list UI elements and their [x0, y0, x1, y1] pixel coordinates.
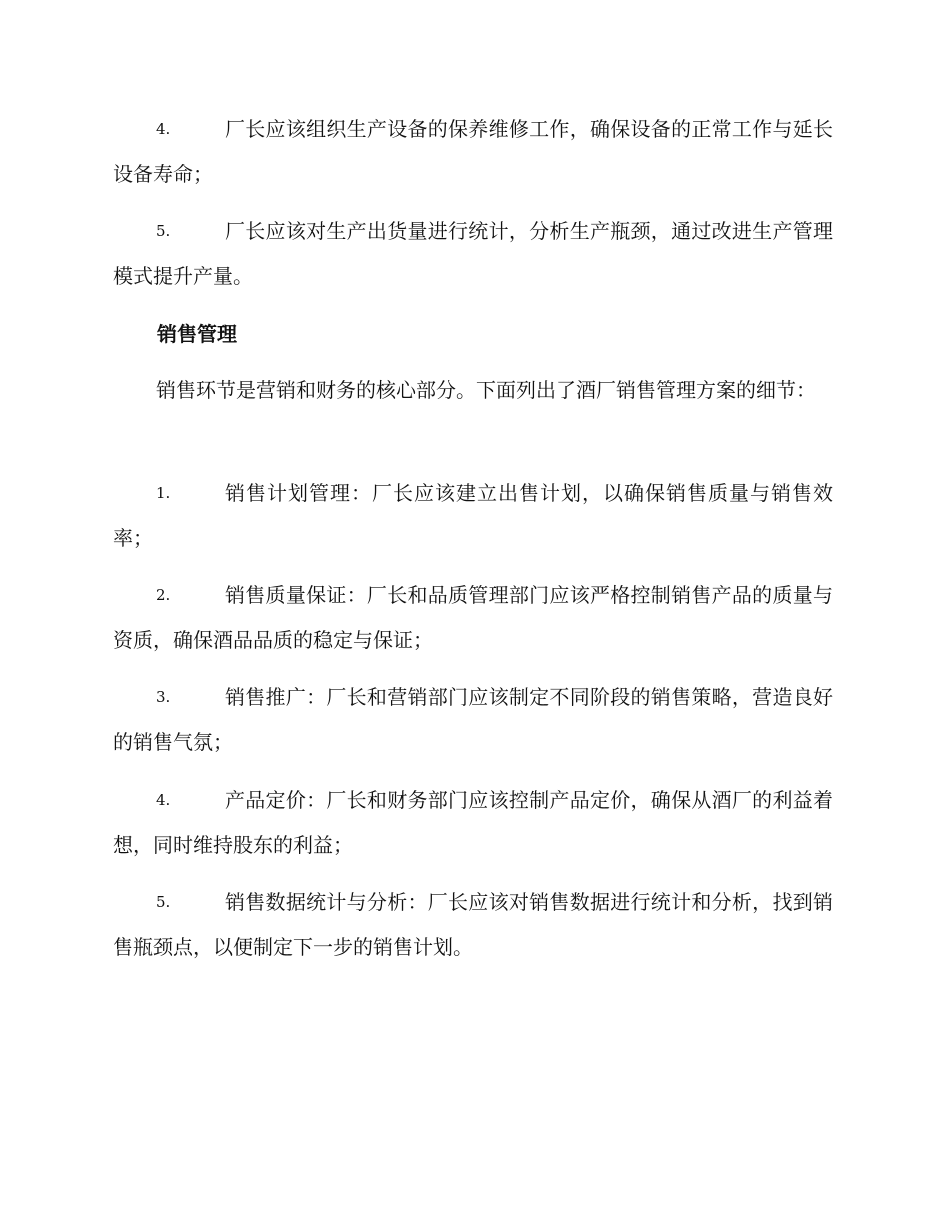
production-list-item	[113, 209, 833, 299]
list-item-text: 销售数据统计与分析：厂长应该对销售数据进行统计和分析，找到销售瓶颈点，以便制定下一步的销售计划。	[113, 890, 833, 959]
list-item-text: 厂长应该组织生产设备的保养维修工作，确保设备的正常工作与延长设备寿命；	[113, 117, 833, 186]
list-item-text: 销售推广：厂长和营销部门应该制定不同阶段的销售策略，营造良好的销售气氛；	[113, 685, 833, 754]
list-item-number: 5.	[156, 222, 171, 240]
list-item-number: 2.	[156, 586, 171, 604]
production-list-item	[113, 107, 833, 197]
list-item-text: 销售质量保证：厂长和品质管理部门应该严格控制销售产品的质量与资质，确保酒品品质的稳定与保证；	[113, 583, 833, 652]
list-item-number: 5.	[156, 893, 171, 911]
sales-list-item	[113, 573, 833, 663]
section-heading: 销售管理	[157, 322, 237, 346]
list-item-number: 1.	[156, 484, 171, 502]
list-item-text: 厂长应该对生产出货量进行统计，分析生产瓶颈，通过改进生产管理模式提升产量。	[113, 219, 833, 288]
sales-list-item	[113, 778, 833, 868]
sales-list-item	[113, 471, 833, 561]
sales-list-item	[113, 675, 833, 765]
list-item-text: 销售计划管理：厂长应该建立出售计划，以确保销售质量与销售效率；	[113, 481, 833, 550]
section-intro: 销售环节是营销和财务的核心部分。下面列出了酒厂销售管理方案的细节：	[156, 378, 816, 402]
list-item-number: 3.	[156, 688, 171, 706]
sales-list-item	[113, 880, 833, 970]
list-item-text: 产品定价：厂长和财务部门应该控制产品定价，确保从酒厂的利益着想，同时维持股东的利益；	[113, 788, 833, 857]
list-item-number: 4.	[156, 791, 171, 809]
list-item-number: 4.	[156, 120, 171, 138]
